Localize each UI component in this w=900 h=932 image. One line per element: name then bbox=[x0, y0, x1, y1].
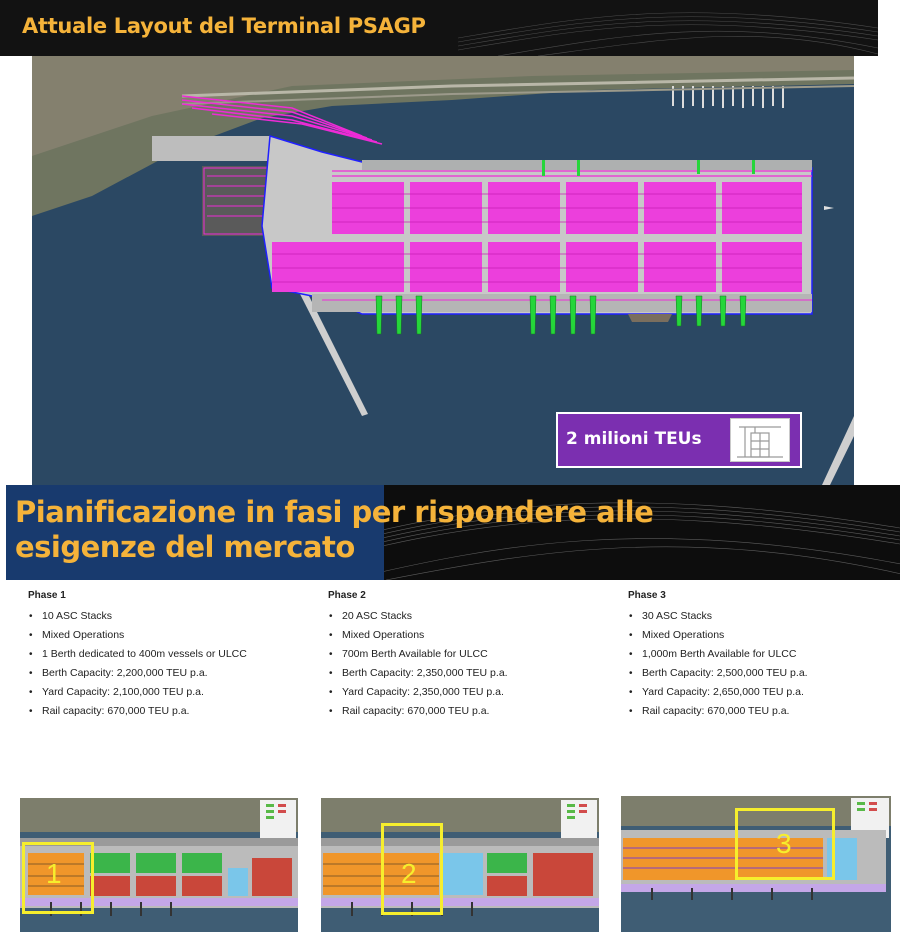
phase-item: • 20 ASC Stacks bbox=[328, 607, 618, 626]
phase-item: • 10 ASC Stacks bbox=[28, 607, 318, 626]
phase-2-number: 2 bbox=[401, 858, 417, 889]
phase-2-column bbox=[328, 590, 618, 721]
slide1-title: Attuale Layout del Terminal PSAGP bbox=[22, 14, 426, 38]
phase-item: • Mixed Operations bbox=[628, 626, 900, 645]
phase-item: • Rail capacity: 670,000 TEU p.a. bbox=[628, 702, 900, 721]
phase-title: Phase 3 bbox=[628, 590, 666, 601]
slide-phased-planning bbox=[0, 485, 900, 932]
slide2-title bbox=[15, 495, 655, 565]
phase-item: • Berth Capacity: 2,350,000 TEU p.a. bbox=[328, 664, 618, 683]
phase-item: • Rail capacity: 670,000 TEU p.a. bbox=[28, 702, 318, 721]
slide2-title-line2: esigenze del mercato bbox=[15, 530, 355, 564]
decorative-waves bbox=[458, 0, 878, 56]
phase-item: • Mixed Operations bbox=[28, 626, 318, 645]
phase-item: • Yard Capacity: 2,350,000 TEU p.a. bbox=[328, 683, 618, 702]
phase-3-map bbox=[621, 796, 891, 932]
phase-list bbox=[28, 607, 318, 721]
phase-1-map bbox=[20, 798, 298, 932]
phase-1-column bbox=[28, 590, 318, 721]
phase-item: • 1,000m Berth Available for ULCC bbox=[628, 645, 900, 664]
capacity-badge-label: 2 milioni TEUs bbox=[566, 429, 702, 449]
phase-list bbox=[328, 607, 618, 721]
phase-item: • 30 ASC Stacks bbox=[628, 607, 900, 626]
capacity-badge bbox=[556, 412, 802, 468]
phase-item: • Rail capacity: 670,000 TEU p.a. bbox=[328, 702, 618, 721]
phase-1-number: 1 bbox=[46, 858, 62, 889]
phase-3-column bbox=[628, 590, 900, 721]
phase-item: • Berth Capacity: 2,200,000 TEU p.a. bbox=[28, 664, 318, 683]
slide1-header bbox=[0, 0, 878, 56]
phase-2-map bbox=[321, 798, 599, 932]
phase-item: • Mixed Operations bbox=[328, 626, 618, 645]
phase-item: • Yard Capacity: 2,100,000 TEU p.a. bbox=[28, 683, 318, 702]
phase-title: Phase 1 bbox=[28, 590, 66, 601]
phase-item: • 700m Berth Available for ULCC bbox=[328, 645, 618, 664]
terminal-aerial-map bbox=[32, 56, 854, 485]
phase-item: • Berth Capacity: 2,500,000 TEU p.a. bbox=[628, 664, 900, 683]
slide2-title-line1: Pianificazione in fasi per rispondere alle bbox=[15, 495, 654, 529]
phase-3-number: 3 bbox=[776, 828, 792, 859]
phase-item: • 1 Berth dedicated to 400m vessels or ULCC bbox=[28, 645, 318, 664]
phase-title: Phase 2 bbox=[328, 590, 366, 601]
phase-list bbox=[628, 607, 900, 721]
phase-item: • Yard Capacity: 2,650,000 TEU p.a. bbox=[628, 683, 900, 702]
crane-icon bbox=[730, 418, 790, 462]
slide2-header bbox=[6, 485, 900, 580]
